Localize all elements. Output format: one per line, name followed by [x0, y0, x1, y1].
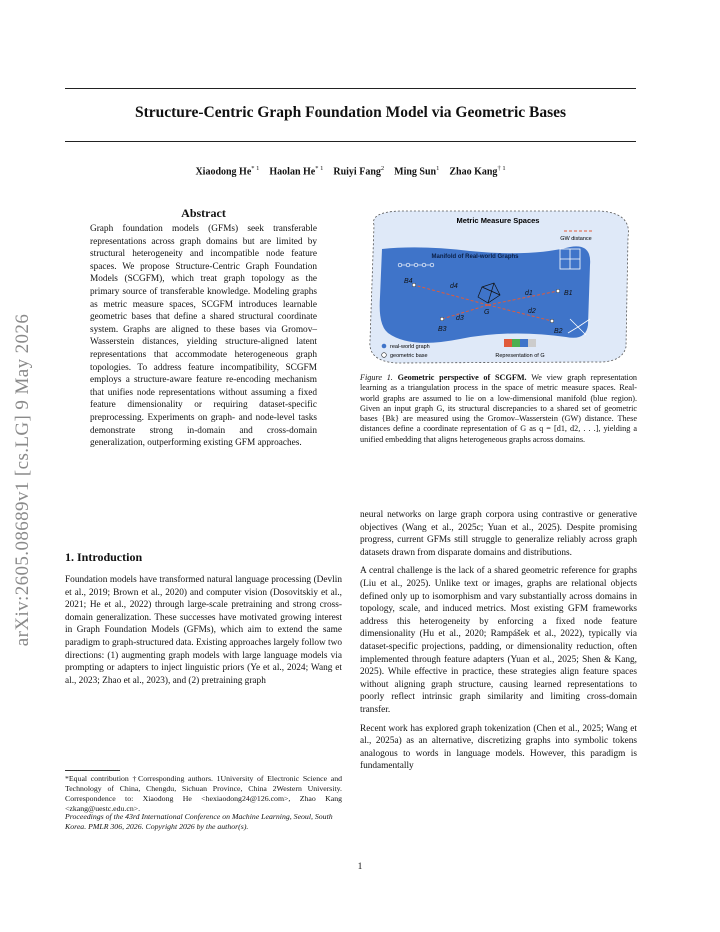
title-top-rule	[65, 88, 636, 89]
author: Zhao Kang	[449, 166, 498, 178]
svg-text:d3: d3	[456, 315, 464, 322]
manifold-title: Manifold of Real-world Graphs	[431, 254, 519, 260]
intro-paragraph: A central challenge is the lack of a shared geometric reference for graphs (Liu et al., 2025). Unlike text or images, graphs are relational objects defined only up to isomorphism and vary substantially across domains in topology, scale, and induced metrics. Most existing GFM frameworks address this heterogeneity by enforcing a fixed node feature dimensionality (Hu et al., 2020; Rampášek et al., 2022), typically via dataset-specific projections, padding, or dimensionality reduction, often implemented through feature adapters (Yuan et al., 2025; Shen & Kang, 2025). While effective in practice, these strategies align feature spaces without aligning graph structure, causing learned representations to poorly reflect intrinsic graph similarity and limiting cross-domain transfer.	[360, 566, 637, 715]
svg-text:B1: B1	[564, 290, 573, 297]
footnote: *Equal contribution †Corresponding authors. 1University of Electronic Science and Technology of China, Chengdu, Sichuan Province, China 2Western University. Correspondence to: Xiaodong He <hexiaodong24@126.com>, Zhao Kang <zkang@uestc.edu.cn>.	[65, 774, 342, 813]
legend-basis-label: geometric base	[390, 353, 428, 359]
author-list: Xiaodong He$^{* 1}$ Haolan He$^{* 1}$ Ruiyi Fang$^2$ Ming Sun$^1$ Zhao Kang$^{\dagger 1}$	[195, 165, 506, 178]
svg-text:G: G	[484, 309, 490, 316]
svg-text:B4: B4	[404, 278, 413, 285]
author: Ming Sun	[394, 166, 437, 178]
svg-text:B2: B2	[554, 328, 563, 335]
representation-label: Representation of G	[495, 353, 545, 359]
intro-paragraph: Foundation models have transformed natural language processing (Devlin et al., 2019; Brown et al., 2020) and computer vision (Dosovitskiy et al., 2021; He et al., 2022) through large-scale pretraining and strong cross-domain generalization. These successes have motivated growing interest in Graph Foundation Models (GFMs), which aim to extend the same paradigm to graph-structured data. Existing approaches largely follow two directions: (1) augmenting graph models with large language models via prompting or adapters to inject linguistic priors (Ye et al., 2024; Wang et al., 2023; Zhao et al., 2023), and (2) pretraining graph	[65, 575, 342, 686]
paper-title: Structure-Centric Graph Foundation Model via Geometric Bases	[134, 104, 567, 121]
svg-text:d4: d4	[450, 283, 458, 290]
author: Xiaodong He	[195, 166, 252, 178]
svg-text:d2: d2	[528, 308, 536, 315]
intro-paragraph: neural networks on large graph corpora using contrastive or generative objectives (Wang et al., 2025c; Yuan et al., 2025). Despite promising progress, current GFMs still struggle to generalize reliably across graph datasets drawn from disparate domains and distributions.	[360, 510, 637, 558]
footnote-rule	[65, 770, 120, 771]
legend-real-label: real-world graph	[390, 344, 430, 350]
author: Haolan He	[269, 166, 316, 178]
abstract-heading: Abstract	[181, 206, 226, 220]
arxiv-stamp: arXiv:2605.08689v1 [cs.LG] 9 May 2026	[12, 313, 33, 647]
abstract-text: Graph foundation models (GFMs) seek transferable representations across graph domains but are limited by structural heterogeneity and incompatible node feature spaces. We propose Structure-Centric Graph Foundation Models (SCGFM), which treat graph topology as the primary source of transferable knowledge. Modeling graphs as metric measure spaces, SCGFM introduces learnable geometric bases that define a shared structural coordinate system. Graphs are aligned to these bases via Gromov–Wasserstein distances, yielding structure-aligned latent representations that accommodate heterogeneous graph topologies. To address feature incompatibility, SCGFM employs a structure-aware feature re-encoding mechanism that unifies node representations without assuming a fixed feature dimensionality or requiring dataset-specific preprocessing. Experiments on graph- and node-level tasks demonstrate strong in-domain and cross-domain generalization, outperforming existing GFM approaches.	[90, 224, 317, 449]
figure-diagram	[360, 207, 637, 367]
gw-legend-label: GW distance	[560, 236, 592, 242]
legend-basis-marker	[382, 353, 387, 358]
outer-title: Metric Measure Spaces	[456, 216, 540, 225]
figure-1	[360, 207, 637, 367]
proceedings-note: Proceedings of the 43rd International Conference on Machine Learning, Seoul, South Korea. PMLR 306, 2026. Copyright 2026 by the author(s).	[65, 812, 333, 831]
representation-bar	[504, 339, 536, 347]
author: Ruiyi Fang	[333, 166, 381, 178]
intro-paragraph: Recent work has explored graph tokenization (Chen et al., 2025; Wang et al., 2025a) as an alternative, discretizing graphs into symbolic tokens analogous to words in language models. However, this paradigm is fundamentally	[360, 723, 637, 772]
title-bottom-rule	[65, 141, 636, 142]
svg-text:d1: d1	[525, 290, 533, 297]
figure-caption: Figure 1. Geometric perspective of SCGFM. We view graph representation learning as a triangulation process in the space of metric measure spaces. Real-world graphs are assumed to lie on a low-dimensional manifold (blue region). Given an input graph G, its structural discrepancies to a shared set of geometric bases {Bk} are measured using the Gromov–Wasserstein (GW) distance. These distances define a coordinate representation of G as q = [d1, d2, . . .], yielding a unified embedding that aligns heterogeneous graphs across domains.	[360, 373, 638, 444]
intro-right-column	[360, 509, 637, 779]
svg-text:B3: B3	[438, 326, 447, 333]
page-number: 1	[357, 862, 363, 872]
section-heading: 1. Introduction	[65, 550, 143, 564]
legend-real-marker	[382, 344, 387, 349]
